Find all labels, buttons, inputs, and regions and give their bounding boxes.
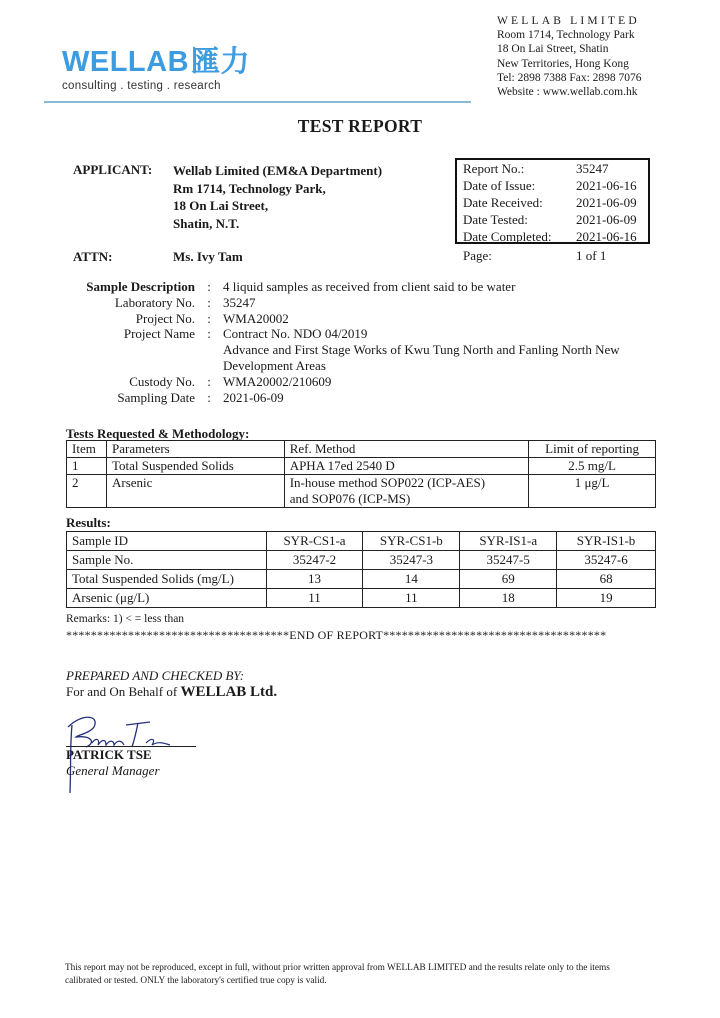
desc-value: 4 liquid samples as received from client said to be water: [223, 279, 516, 294]
desc-row-sample-description: [72, 279, 663, 295]
logo-tagline: consulting . testing . research: [62, 80, 221, 92]
desc-value: WMA20002: [223, 310, 289, 326]
company-website: Website : www.wellab.com.hk: [497, 86, 638, 99]
sample-id-cell: SYR-IS1-a: [460, 532, 557, 551]
desc-value: WMA20002/210609: [223, 373, 332, 389]
address-line: Room 1714, Technology Park: [497, 29, 635, 42]
contact-phone-fax: Tel: 2898 7388 Fax: 2898 7076: [497, 71, 642, 84]
address-line: 18 On Lai Street, Shatin: [497, 43, 609, 56]
on-behalf-of: [66, 684, 277, 701]
desc-colon: [195, 358, 223, 374]
sample-description: [72, 279, 663, 405]
attn-label: ATTN:: [73, 249, 113, 264]
row-header: Total Suspended Solids (mg/L): [67, 570, 267, 589]
desc-colon: :: [207, 310, 211, 326]
desc-key: Sample Description: [86, 279, 195, 294]
remarks: Remarks: 1) < = less than: [66, 613, 185, 625]
arsenic-value-cell: 11: [266, 589, 363, 608]
header-divider: [44, 101, 471, 103]
tests-table: [66, 440, 656, 508]
desc-value: Contract No. NDO 04/2019: [223, 326, 368, 342]
disclaimer-line: calibrated or tested. ONLY the laboratory's certified true copy is valid.: [65, 975, 327, 986]
sample-id-cell: SYR-CS1-a: [266, 532, 363, 551]
table-row: [67, 532, 656, 551]
logo-brand-chinese: 匯力: [191, 46, 251, 78]
desc-key: Sampling Date: [117, 389, 195, 405]
company-address: [497, 14, 642, 99]
item-cell: 2: [67, 475, 107, 508]
end-of-report-marker: ************************************END OF REPORT************************************: [66, 628, 607, 642]
desc-colon: [195, 342, 223, 358]
desc-key: [72, 342, 195, 358]
limit-cell: 2.5 mg/L: [529, 458, 656, 475]
date-completed-value: 2021-06-16: [576, 229, 637, 244]
date-completed-label: Date Completed:: [463, 229, 552, 244]
tss-value-cell: 69: [460, 570, 557, 589]
sample-no-cell: 35247-3: [363, 551, 460, 570]
row-header: Sample ID: [67, 532, 267, 551]
page-value: 1 of 1: [576, 248, 607, 263]
method-line: In-house method SOP022 (ICP-AES): [289, 475, 486, 490]
sample-id-cell: SYR-CS1-b: [363, 532, 460, 551]
sample-no-cell: 35247-6: [557, 551, 656, 570]
method-cell: [284, 475, 528, 508]
applicant-line: Wellab Limited (EM&A Department): [173, 163, 383, 178]
desc-row-custody-no: [72, 374, 663, 390]
date-tested-label: Date Tested:: [463, 212, 528, 227]
desc-row-project-name-cont: [72, 342, 663, 358]
desc-colon: :: [207, 326, 211, 342]
arsenic-value-cell: 19: [557, 589, 656, 608]
parameter-cell: Total Suspended Solids: [106, 458, 284, 475]
date-received-value: 2021-06-09: [576, 195, 637, 210]
company-logo: [62, 48, 250, 92]
table-header-row: [67, 441, 656, 458]
sample-id-cell: SYR-IS1-b: [557, 532, 656, 551]
signer-title: General Manager: [66, 763, 160, 778]
applicant-line: Shatin, N.T.: [173, 215, 240, 231]
applicant-line: 18 On Lai Street,: [173, 198, 269, 213]
column-header: Item: [67, 441, 107, 458]
date-of-issue-label: Date of Issue:: [463, 178, 536, 193]
row-header: Sample No.: [67, 551, 267, 570]
table-row: [67, 551, 656, 570]
desc-key: Project No.: [135, 310, 195, 326]
desc-key: Project Name: [123, 326, 195, 342]
table-row: [67, 589, 656, 608]
applicant-address: [173, 162, 382, 232]
column-header: Limit of reporting: [529, 441, 656, 458]
date-tested-value: 2021-06-09: [576, 212, 637, 227]
desc-colon: :: [207, 389, 211, 405]
date-of-issue-value: 2021-06-16: [576, 178, 637, 193]
table-row: [67, 458, 656, 475]
page-label: Page:: [463, 248, 492, 263]
desc-row-project-name-cont: [72, 358, 663, 374]
logo-brand: WELLAB: [62, 46, 190, 78]
method-cell: APHA 17ed 2540 D: [284, 458, 528, 475]
tss-value-cell: 68: [557, 570, 656, 589]
limit-cell: 1 μg/L: [529, 475, 656, 508]
desc-value: 35247: [223, 294, 256, 310]
behalf-company: WELLAB Ltd.: [180, 684, 278, 700]
logo-wordmark: [62, 48, 250, 77]
arsenic-value-cell: 11: [363, 589, 460, 608]
results-section-label: Results:: [66, 515, 111, 530]
desc-row-project-name: [72, 326, 663, 342]
sample-no-cell: 35247-5: [460, 551, 557, 570]
behalf-prefix: For and On Behalf of: [66, 684, 181, 699]
desc-key: [72, 358, 195, 374]
sample-no-cell: 35247-2: [266, 551, 363, 570]
desc-colon: :: [207, 294, 211, 310]
attn-value: Ms. Ivy Tam: [173, 249, 243, 264]
signer-name: PATRICK TSE: [66, 747, 152, 762]
results-table: [66, 531, 656, 608]
desc-key: Custody No.: [129, 373, 195, 389]
report-no-value: 35247: [576, 161, 609, 176]
prepared-by-label: PREPARED AND CHECKED BY:: [66, 668, 245, 683]
footer-disclaimer: [65, 962, 665, 987]
report-no-label: Report No.:: [463, 161, 525, 176]
desc-value: Advance and First Stage Works of Kwu Tung North and Fanling North New: [223, 342, 620, 358]
date-received-label: Date Received:: [463, 195, 543, 210]
tss-value-cell: 14: [363, 570, 460, 589]
desc-row-sampling-date: [72, 390, 663, 406]
desc-value: 2021-06-09: [223, 389, 284, 405]
disclaimer-line: This report may not be reproduced, except in full, without prior written approval from WELLAB LIMITED and the results relate only to the items: [65, 963, 610, 973]
address-line: New Territories, Hong Kong: [497, 57, 629, 70]
column-header: Parameters: [106, 441, 284, 458]
desc-row-laboratory-no: [72, 295, 663, 311]
item-cell: 1: [67, 458, 107, 475]
desc-colon: :: [207, 279, 211, 294]
row-header: Arsenic (μg/L): [67, 589, 267, 608]
applicant-line: Rm 1714, Technology Park,: [173, 180, 326, 196]
parameter-cell: Arsenic: [106, 475, 284, 508]
tests-section-label: Tests Requested & Methodology:: [66, 426, 250, 441]
page-title: TEST REPORT: [297, 116, 423, 136]
arsenic-value-cell: 18: [460, 589, 557, 608]
column-header: Ref. Method: [284, 441, 528, 458]
applicant-label: APPLICANT:: [73, 162, 153, 177]
table-row: [67, 475, 656, 508]
company-name: WELLAB LIMITED: [497, 15, 640, 27]
tss-value-cell: 13: [266, 570, 363, 589]
desc-key: Laboratory No.: [114, 294, 195, 310]
desc-value: Development Areas: [223, 357, 326, 373]
desc-colon: :: [207, 373, 211, 389]
method-line: and SOP076 (ICP-MS): [289, 491, 411, 506]
desc-row-project-no: [72, 311, 663, 327]
table-row: [67, 570, 656, 589]
